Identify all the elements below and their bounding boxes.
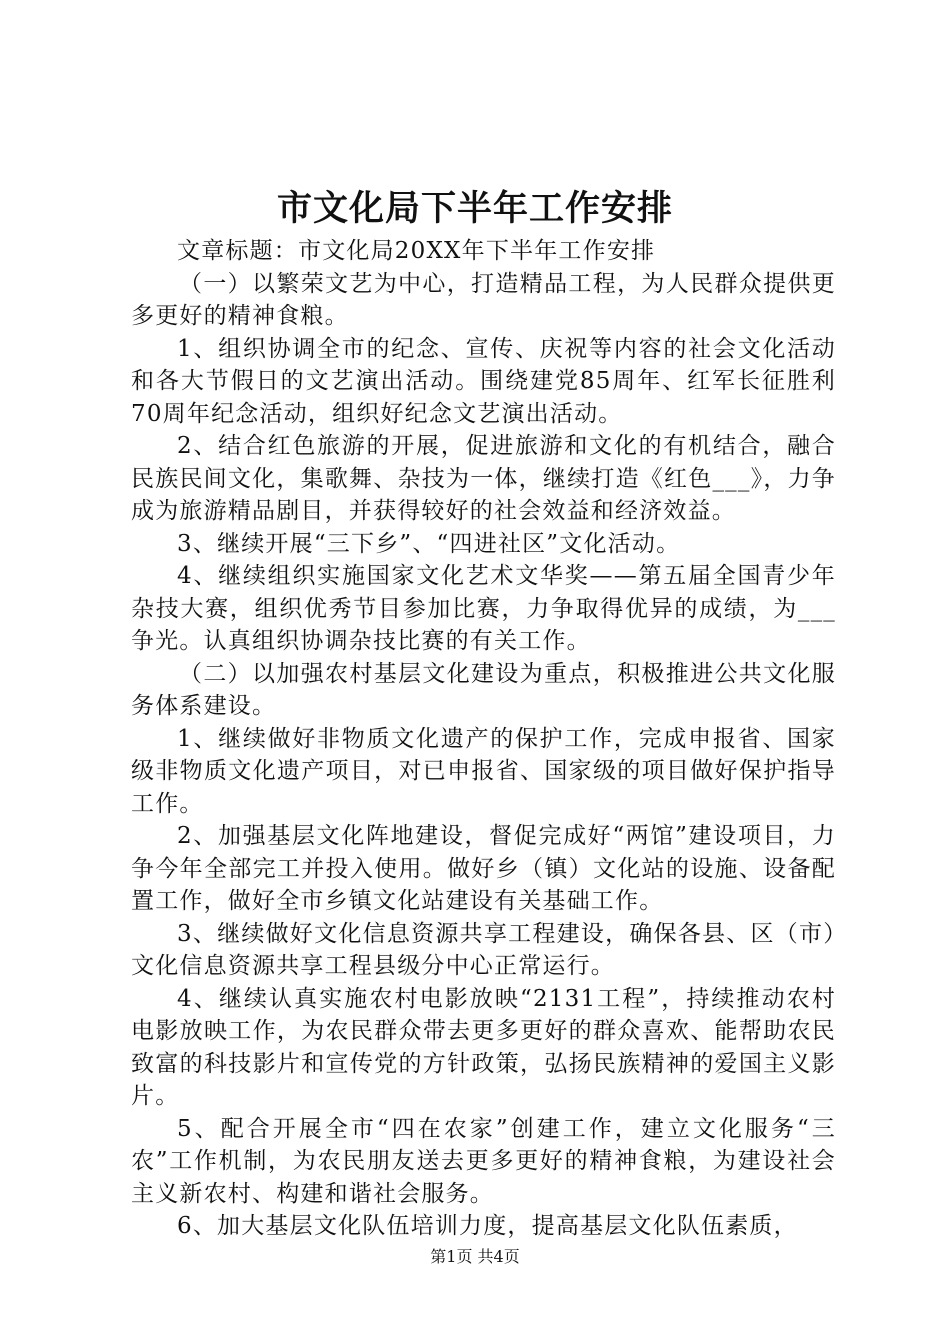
paragraph-1-1: 1、组织协调全市的纪念、宣传、庆祝等内容的社会文化活动和各大节假日的文艺演出活动。围绕建党85周年、红军长征胜利70周年纪念活动，组织好纪念文艺演出活动。	[131, 335, 836, 427]
paragraph-2-3: 3、继续做好文化信息资源共享工程建设，确保各县、区（市）文化信息资源共享工程县级分中心正常运行。	[131, 920, 836, 979]
paragraph-2-4: 4、继续认真实施农村电影放映“2131工程”，持续推动农村电影放映工作，为农民群众带去更多更好的群众喜欢、能帮助农民致富的科技影片和宣传党的方针政策，弘扬民族精神的爱国主义影片。	[131, 985, 836, 1109]
page-footer: 第1页 共4页	[430, 1247, 520, 1266]
section-heading-1: （一）以繁荣文艺为中心，打造精品工程，为人民群众提供更多更好的精神食粮。	[131, 270, 836, 329]
paragraph-2-6: 6、加大基层文化队伍培训力度，提高基层文化队伍素质，	[177, 1213, 798, 1239]
paragraph-1-2: 2、结合红色旅游的开展，促进旅游和文化的有机结合，融合民族民间文化，集歌舞、杂技为一体，继续打造《红色___》，力争成为旅游精品剧目，并获得较好的社会效益和经济效益。	[131, 433, 836, 524]
article-title-line: 文章标题：市文化局20XX年下半年工作安排	[177, 238, 656, 264]
paragraph-2-5: 5、配合开展全市“四在农家”创建工作，建立文化服务“三农”工作机制，为农民朋友送去更多更好的精神食粮，为建设社会主义新农村、构建和谐社会服务。	[131, 1115, 836, 1207]
paragraph-2-2: 2、加强基层文化阵地建设，督促完成好“两馆”建设项目，力争今年全部完工并投入使用。做好乡（镇）文化站的设施、设备配置工作，做好全市乡镇文化站建设有关基础工作。	[131, 823, 836, 914]
section-heading-2: （二）以加强农村基层文化建设为重点，积极推进公共文化服务体系建设。	[131, 660, 836, 719]
paragraph-2-1: 1、继续做好非物质文化遗产的保护工作，完成申报省、国家级非物质文化遗产项目，对已申报省、国家级的项目做好保护指导工作。	[131, 725, 836, 817]
paragraph-1-3: 3、继续开展“三下乡”、“四进社区”文化活动。	[177, 530, 681, 557]
document-body	[131, 235, 836, 1243]
paragraph-1-4: 4、继续组织实施国家文化艺术文华奖——第五届全国青少年杂技大赛，组织优秀节目参加比赛，力争取得优异的成绩，为___争光。认真组织协调杂技比赛的有关工作。	[131, 563, 836, 654]
document-title: 市文化局下半年工作安排	[276, 188, 673, 229]
